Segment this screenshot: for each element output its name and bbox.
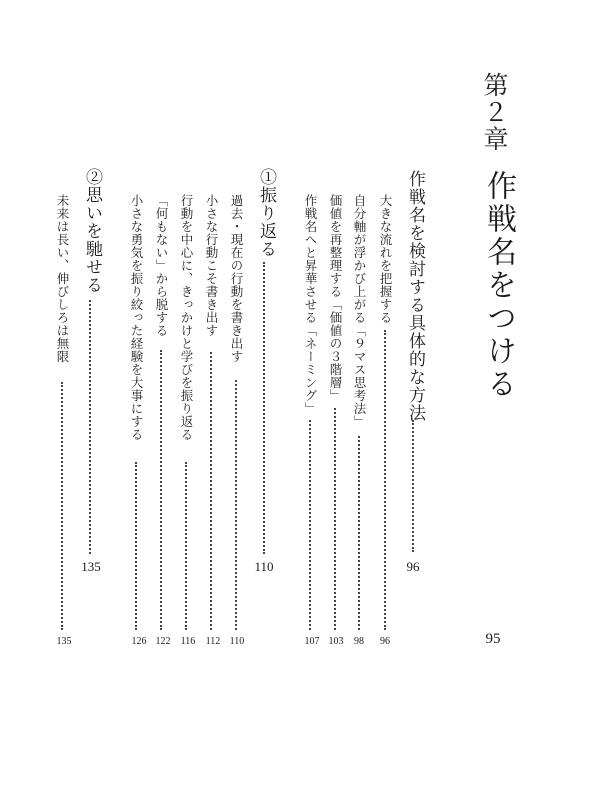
entry-leader: [210, 352, 212, 630]
toc-entry: 大きな流れを把握する: [378, 194, 393, 324]
toc-entry-page: 98: [354, 636, 364, 647]
toc-entry: 小さな行動こそ書き出す: [204, 194, 219, 337]
toc-entry: 価値を再整理する「価値の３階層」: [328, 194, 343, 402]
section-page-number: 135: [81, 559, 101, 574]
toc-entry: 未来は長い、伸びしろは無限: [55, 194, 70, 363]
section-leader: [263, 262, 265, 554]
toc-entry-page: 103: [328, 636, 344, 647]
entry-leader: [309, 420, 311, 630]
entry-leader: [358, 436, 360, 630]
entry-leader: [61, 382, 63, 630]
chapter-label: 第２章: [480, 72, 509, 153]
entry-leader: [185, 462, 187, 630]
section-leader: [89, 300, 91, 554]
toc-entry: 過去・現在の行動を書き出す: [229, 194, 244, 363]
toc-entry-page: 112: [205, 636, 221, 647]
toc-entry: 「何もない」から脱する: [154, 194, 169, 337]
section-page-number: 96: [406, 559, 420, 574]
toc-entry: 小さな勇気を振り絞った経験を大事にする: [129, 194, 144, 441]
entry-leader: [160, 350, 162, 630]
chapter-title: 作戦名をつける: [481, 170, 516, 401]
chapter-page-number: 95: [485, 631, 501, 647]
entry-leader: [334, 408, 336, 630]
toc-entry-page: 107: [304, 636, 320, 647]
toc-entry-page: 122: [155, 636, 171, 647]
toc-entry-page: 135: [56, 636, 72, 647]
section-title: ①振り返る: [256, 168, 276, 258]
entry-leader: [135, 462, 137, 630]
section-title: ②思いを馳せる: [82, 168, 102, 294]
entry-leader: [384, 330, 386, 630]
section-title: 作戦名を検討する具体的な方法: [405, 170, 425, 422]
toc-entry-page: 110: [229, 636, 245, 647]
section-page-number: 110: [254, 559, 274, 574]
entry-leader: [235, 380, 237, 630]
toc-entry: 行動を中心に、きっかけと学びを振り返る: [179, 194, 194, 441]
toc-entry-page: 96: [380, 636, 390, 647]
toc-entry-page: 126: [131, 636, 147, 647]
section-leader: [412, 420, 414, 552]
toc-entry: 自分軸が浮かび上がる「９マス思考法」: [352, 194, 367, 428]
toc-entry-page: 116: [180, 636, 196, 647]
toc-entry: 作戦名へと昇華させる「ネーミング」: [303, 194, 318, 415]
